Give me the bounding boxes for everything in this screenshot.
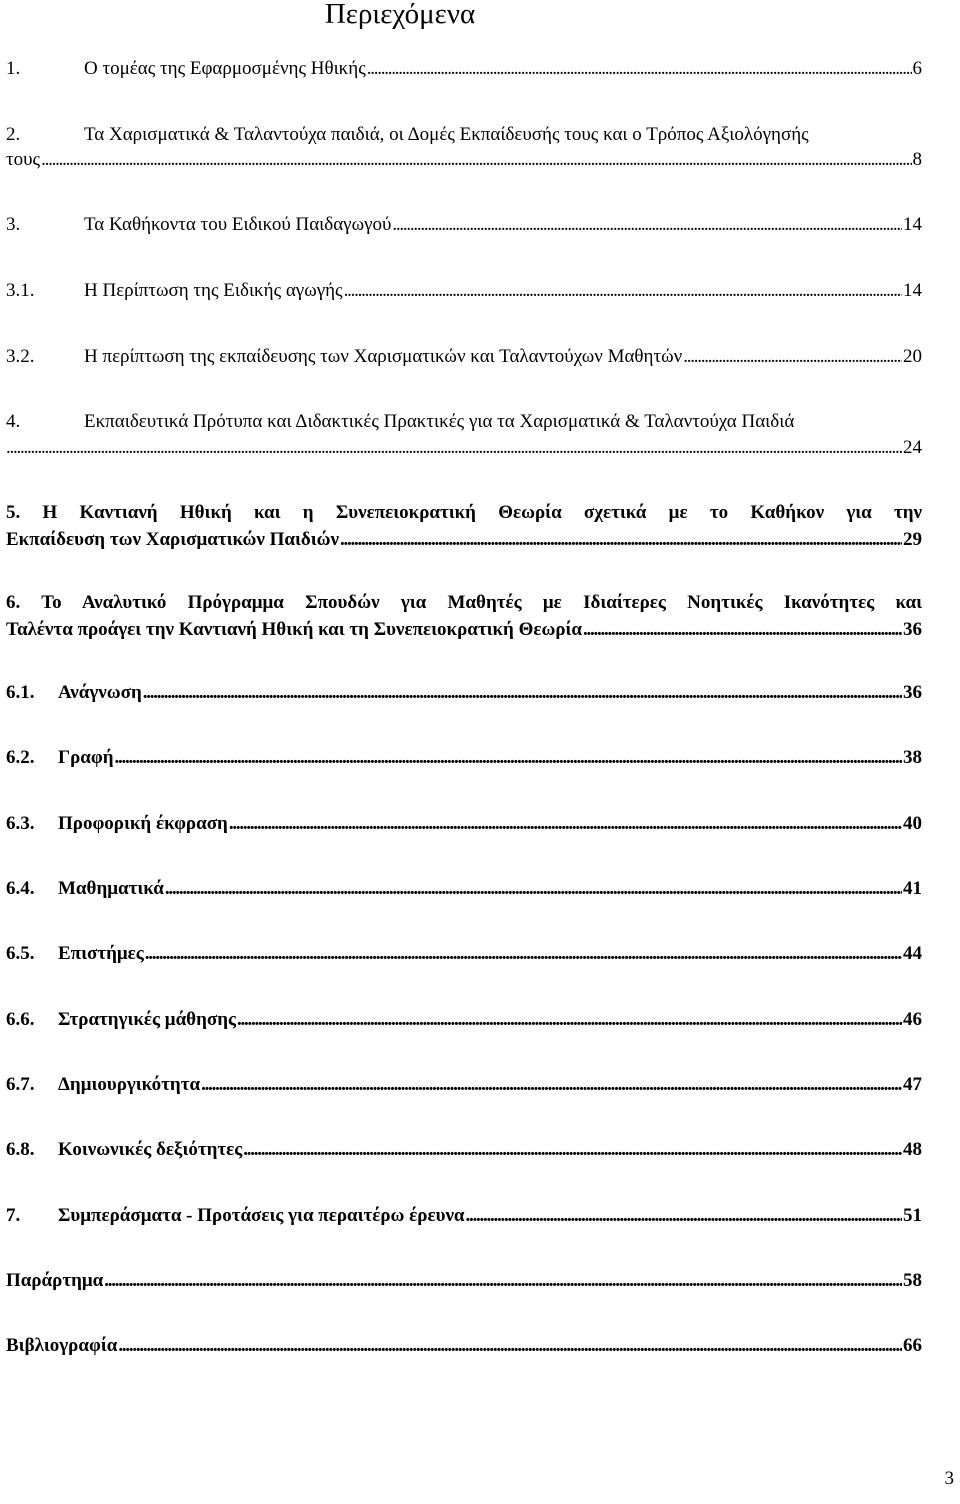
toc-page-number: 44: [903, 943, 922, 964]
toc-entry[interactable]: [6, 747, 922, 769]
toc-title-line1: 6. Το Αναλυτικό Πρόγραμμα Σπουδών για Μαθητές με Ιδιαίτερες Νοητικές Ικανότητες και: [6, 592, 922, 613]
toc-title: Κοινωνικές δεξιότητες: [58, 1139, 243, 1160]
toc-page-number: 36: [903, 619, 922, 640]
dot-leader: [118, 1335, 902, 1357]
toc-title: Στρατηγικές μάθησης: [58, 1009, 237, 1030]
toc-title: Εκπαίδευση των Χαρισματικών Παιδιών: [6, 529, 340, 550]
toc-entry[interactable]: [6, 813, 922, 835]
dot-leader: [143, 682, 902, 704]
dot-leader: [145, 943, 902, 965]
toc-title: Ανάγνωση: [58, 682, 142, 703]
toc-number: 6.8.: [6, 1139, 35, 1160]
toc-title: Δημιουργικότητα: [58, 1074, 201, 1095]
toc-title: Παράρτημα: [6, 1270, 104, 1291]
toc-number: 6.2.: [6, 747, 35, 768]
toc-entry[interactable]: [6, 346, 922, 368]
dot-leader: [6, 437, 902, 459]
toc-title-line1: Εκπαιδευτικά Πρότυπα και Διδακτικές Πρακτικές για τα Χαρισματικά & Ταλαντούχα Παιδιά: [84, 411, 795, 432]
toc-number: 3.1.: [6, 280, 35, 301]
toc-title-line1: 5. Η Καντιανή Ηθική και η Συνεπειοκρατική Θεωρία σχετικά με το Καθήκον για την: [6, 502, 922, 523]
dot-leader: [392, 214, 902, 236]
toc-number: 3.2.: [6, 346, 35, 367]
toc-title-line1: Τα Χαρισματικά & Ταλαντούχα παιδιά, οι Δομές Εκπαίδευσής τους και ο Τρόπος Αξιολόγησής: [84, 124, 809, 145]
dot-leader: [583, 619, 902, 641]
toc-page-number: 24: [903, 437, 922, 458]
toc-entry[interactable]: [6, 124, 922, 171]
toc-number: 4.: [6, 411, 21, 432]
toc-page-number: 66: [903, 1335, 922, 1356]
toc-entry[interactable]: [6, 682, 922, 704]
toc-title: Προφορική έκφραση: [58, 813, 228, 834]
toc-page-number: 14: [903, 214, 922, 235]
dot-leader: [115, 747, 902, 769]
dot-leader: [683, 346, 902, 368]
toc-entry[interactable]: [6, 58, 922, 80]
toc-entry[interactable]: [6, 1074, 922, 1096]
toc-page-number: 20: [903, 346, 922, 367]
dot-leader: [104, 1270, 902, 1292]
toc-title: Βιβλιογραφία: [6, 1335, 118, 1356]
dot-leader: [201, 1074, 902, 1096]
toc-number: 2.: [6, 124, 21, 145]
toc-number: 6.6.: [6, 1009, 35, 1030]
dot-leader: [237, 1009, 902, 1031]
dot-leader: [367, 58, 912, 80]
toc-entry[interactable]: [6, 1009, 922, 1031]
toc-page-number: 8: [912, 149, 922, 170]
toc-title: Τα Καθήκοντα του Ειδικού Παιδαγωγού: [84, 214, 392, 235]
toc-entry[interactable]: [6, 214, 922, 236]
toc-title: Μαθηματικά: [58, 878, 164, 899]
toc-entry[interactable]: [6, 1335, 922, 1357]
toc-entry[interactable]: [6, 280, 922, 302]
toc-number: 6.: [6, 592, 21, 613]
toc-title: Ταλέντα προάγει την Καντιανή Ηθική και τη Συνεπειοκρατική Θεωρία: [6, 619, 583, 640]
dot-leader: [229, 813, 902, 835]
toc-page-number: 51: [903, 1205, 922, 1226]
toc-entry[interactable]: [6, 592, 922, 641]
toc-page-number: 36: [903, 682, 922, 703]
toc-title: Επιστήμες: [58, 943, 144, 964]
toc-page-number: 40: [903, 813, 922, 834]
toc-title: τους: [6, 149, 41, 170]
toc-title: Συμπεράσματα - Προτάσεις για περαιτέρω έρευνα: [58, 1205, 465, 1226]
toc-page-number: 29: [903, 529, 922, 550]
page-number: 3: [944, 1468, 954, 1489]
toc-title: Ο τομέας της Εφαρμοσμένης Ηθικής: [84, 58, 366, 79]
toc-number: 6.5.: [6, 943, 35, 964]
toc-entry[interactable]: [6, 1270, 922, 1292]
dot-leader: [466, 1205, 902, 1227]
toc-page-number: 38: [903, 747, 922, 768]
toc-number: 1.: [6, 58, 21, 79]
page-title: Περιεχόμενα: [324, 0, 476, 30]
dot-leader: [41, 149, 911, 171]
toc-entry[interactable]: [6, 411, 922, 459]
toc-page-number: 47: [903, 1074, 922, 1095]
toc-entry[interactable]: [6, 502, 922, 551]
toc-page-number: 58: [903, 1270, 922, 1291]
toc-number: 6.3.: [6, 813, 35, 834]
toc-number: 3.: [6, 214, 21, 235]
toc-page-number: 6: [912, 58, 922, 79]
toc-entry[interactable]: [6, 1139, 922, 1161]
toc-page-number: 46: [903, 1009, 922, 1030]
toc-page-number: 14: [903, 280, 922, 301]
dot-leader: [165, 878, 902, 900]
dot-leader: [243, 1139, 902, 1161]
toc-title: Γραφή: [58, 747, 114, 768]
toc-entry[interactable]: [6, 878, 922, 900]
toc-entry[interactable]: [6, 1205, 922, 1227]
toc-page-number: 48: [903, 1139, 922, 1160]
toc-title: Η Περίπτωση της Ειδικής αγωγής: [84, 280, 343, 301]
toc-title: Η περίπτωση της εκπαίδευσης των Χαρισματικών και Ταλαντούχων Μαθητών: [84, 346, 683, 367]
toc-number: 6.7.: [6, 1074, 35, 1095]
toc-number: 7.: [6, 1205, 21, 1226]
toc-page-number: 41: [903, 878, 922, 899]
toc-entry[interactable]: [6, 943, 922, 965]
toc-number: 6.4.: [6, 878, 35, 899]
dot-leader: [344, 280, 902, 302]
dot-leader: [340, 529, 902, 551]
toc-number: 6.1.: [6, 682, 35, 703]
toc-number: 5.: [6, 502, 21, 523]
